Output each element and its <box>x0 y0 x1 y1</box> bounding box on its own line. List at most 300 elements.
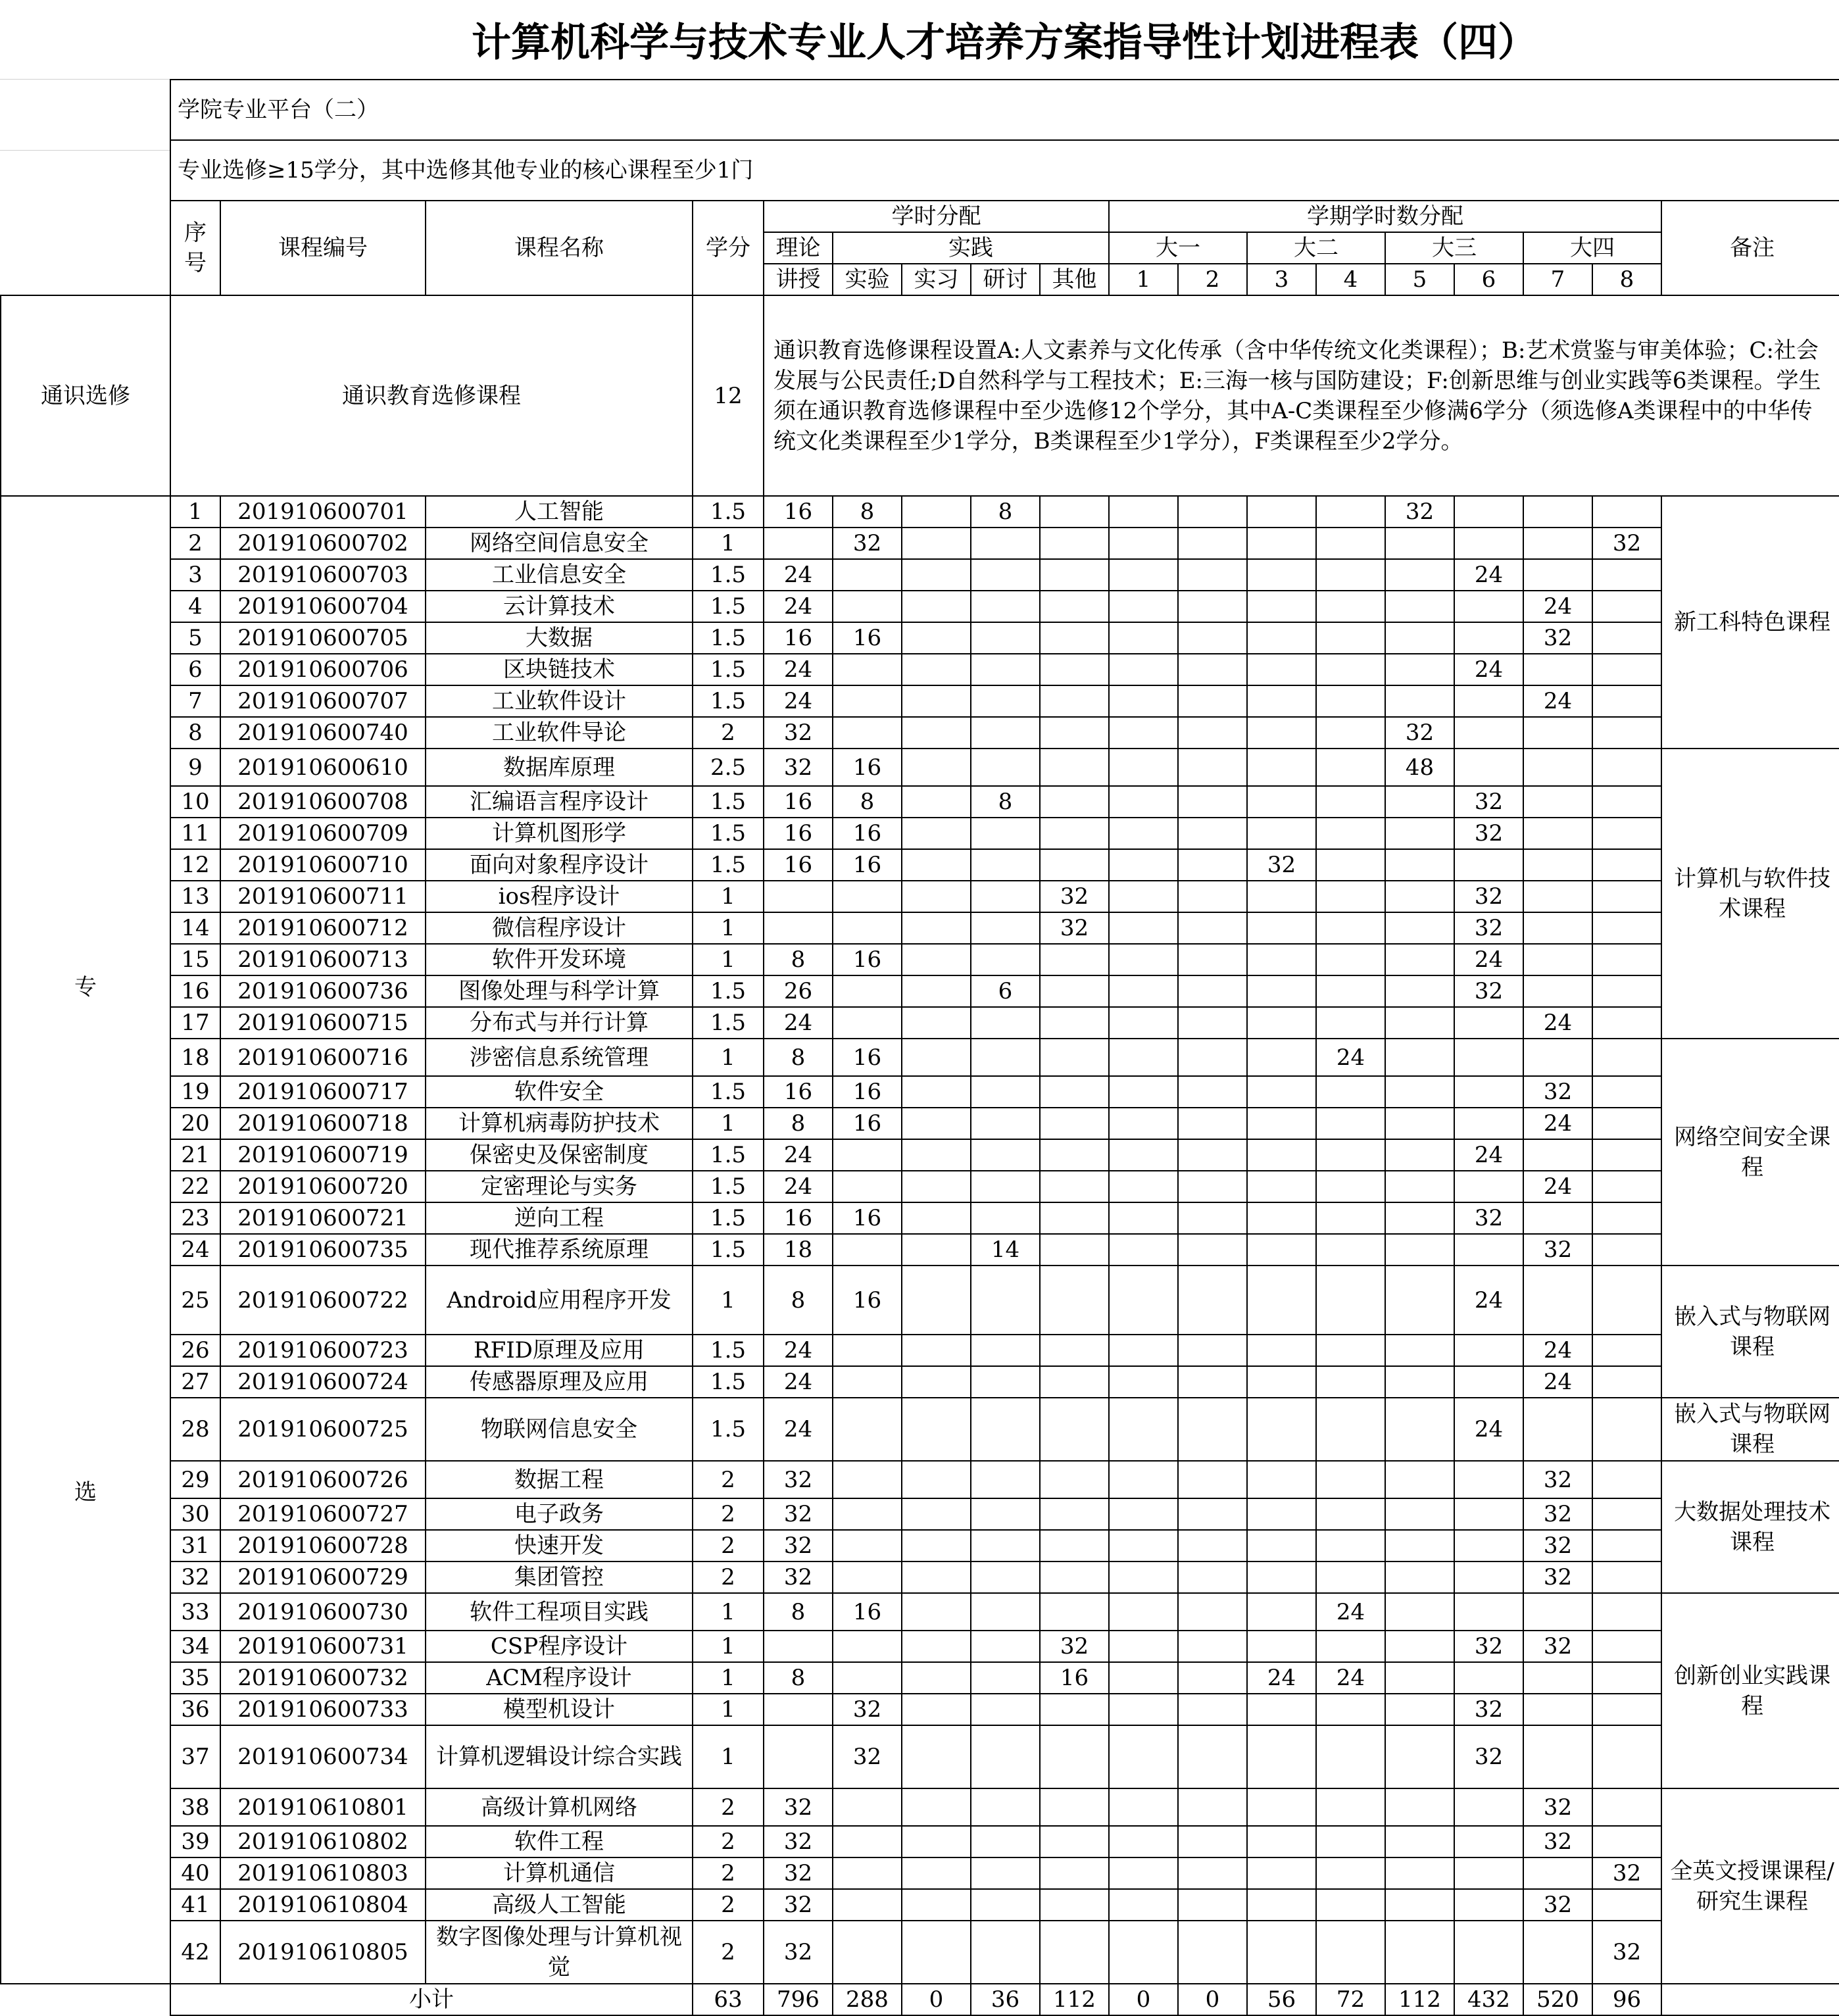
row-s2 <box>1178 975 1247 1007</box>
row-credit: 2 <box>693 1561 764 1593</box>
header-internship: 实习 <box>902 264 971 295</box>
row-internship <box>902 622 971 654</box>
row-s7 <box>1523 881 1592 912</box>
row-s2 <box>1178 1039 1247 1076</box>
row-s3 <box>1247 1039 1316 1076</box>
row-internship <box>902 1076 971 1108</box>
elective-category-bottom: 选 <box>74 1479 97 1506</box>
row-s2 <box>1178 559 1247 591</box>
header-year1: 大一 <box>1109 232 1247 264</box>
row-s3 <box>1247 1366 1316 1398</box>
row-s1 <box>1109 881 1178 912</box>
row-s3 <box>1247 654 1316 685</box>
row-code: 201910600740 <box>220 717 426 749</box>
row-research <box>971 1826 1040 1857</box>
remark-group: 大数据处理技术课程 <box>1661 1461 1839 1593</box>
row-lecture: 24 <box>764 1139 833 1171</box>
row-research <box>971 1593 1040 1631</box>
row-s4 <box>1316 944 1385 975</box>
row-s7 <box>1523 1139 1592 1171</box>
row-s6 <box>1454 1076 1523 1108</box>
row-code: 201910600734 <box>220 1725 426 1788</box>
row-s7 <box>1523 1593 1592 1631</box>
row-seq: 26 <box>170 1335 220 1366</box>
row-s8 <box>1592 1826 1661 1857</box>
row-code: 201910600708 <box>220 786 426 818</box>
table-row <box>1 1921 1839 1984</box>
row-s1 <box>1109 1561 1178 1593</box>
row-name: 区块链技术 <box>426 654 693 685</box>
row-s3 <box>1247 1561 1316 1593</box>
row-s5 <box>1385 786 1454 818</box>
platform-label: 学院专业平台（二） <box>170 80 1839 140</box>
header-credit: 学分 <box>693 201 764 295</box>
row-s6 <box>1454 496 1523 528</box>
row-s3 <box>1247 912 1316 944</box>
row-s6 <box>1454 1593 1523 1631</box>
table-row <box>1 881 1839 912</box>
row-s3 <box>1247 881 1316 912</box>
row-name: 快速开发 <box>426 1530 693 1561</box>
row-seq: 23 <box>170 1202 220 1234</box>
row-name: 软件开发环境 <box>426 944 693 975</box>
row-s2 <box>1178 1857 1247 1889</box>
row-seq: 38 <box>170 1788 220 1826</box>
row-research <box>971 1725 1040 1788</box>
row-code: 201910600710 <box>220 849 426 881</box>
row-code: 201910600704 <box>220 591 426 622</box>
row-code: 201910600725 <box>220 1398 426 1461</box>
table-row <box>1 1593 1839 1631</box>
row-s2 <box>1178 1108 1247 1139</box>
row-s3 <box>1247 1788 1316 1826</box>
row-experiment <box>833 685 902 717</box>
row-s6 <box>1454 1108 1523 1139</box>
row-s8: 32 <box>1592 528 1661 559</box>
table-row <box>1 818 1839 849</box>
row-s4 <box>1316 591 1385 622</box>
row-credit: 2 <box>693 1530 764 1561</box>
row-s6: 24 <box>1454 1266 1523 1335</box>
row-seq: 13 <box>170 881 220 912</box>
row-lecture: 16 <box>764 1202 833 1234</box>
row-seq: 32 <box>170 1561 220 1593</box>
row-code: 201910600705 <box>220 622 426 654</box>
row-name: 数据工程 <box>426 1461 693 1498</box>
row-research <box>971 881 1040 912</box>
row-s5 <box>1385 1889 1454 1921</box>
row-research <box>971 1889 1040 1921</box>
row-name: Android应用程序开发 <box>426 1266 693 1335</box>
table-row <box>1 1171 1839 1202</box>
row-internship <box>902 528 971 559</box>
row-s3 <box>1247 1139 1316 1171</box>
table-row <box>1 1266 1839 1335</box>
row-s7: 24 <box>1523 1335 1592 1366</box>
row-experiment <box>833 1461 902 1498</box>
row-s3 <box>1247 1530 1316 1561</box>
row-s3 <box>1247 786 1316 818</box>
row-s4 <box>1316 1826 1385 1857</box>
row-experiment <box>833 591 902 622</box>
row-code: 201910610802 <box>220 1826 426 1857</box>
row-other <box>1040 1889 1109 1921</box>
subtotal-s2: 0 <box>1178 1984 1247 2015</box>
row-s8 <box>1592 496 1661 528</box>
row-name: 人工智能 <box>426 496 693 528</box>
row-lecture: 32 <box>764 1788 833 1826</box>
row-lecture: 18 <box>764 1234 833 1266</box>
row-seq: 8 <box>170 717 220 749</box>
row-s6: 32 <box>1454 975 1523 1007</box>
row-s5 <box>1385 1202 1454 1234</box>
row-name: 计算机病毒防护技术 <box>426 1108 693 1139</box>
row-lecture <box>764 1694 833 1725</box>
row-s3 <box>1247 818 1316 849</box>
page-title: 计算机科学与技术专业人才培养方案指导性计划进程表（四） <box>472 20 1537 66</box>
row-s8 <box>1592 1366 1661 1398</box>
row-s8 <box>1592 1530 1661 1561</box>
row-s8 <box>1592 944 1661 975</box>
row-internship <box>902 1108 971 1139</box>
row-s1 <box>1109 1266 1178 1335</box>
row-name: 模型机设计 <box>426 1694 693 1725</box>
row-s6 <box>1454 1921 1523 1984</box>
row-other <box>1040 1857 1109 1889</box>
row-experiment <box>833 1007 902 1039</box>
row-experiment: 16 <box>833 1593 902 1631</box>
row-s5 <box>1385 944 1454 975</box>
row-name: 计算机通信 <box>426 1857 693 1889</box>
row-s6: 32 <box>1454 1694 1523 1725</box>
table-row <box>1 1039 1839 1076</box>
row-experiment <box>833 1498 902 1530</box>
row-s4 <box>1316 881 1385 912</box>
row-s2 <box>1178 1662 1247 1694</box>
row-internship <box>902 1007 971 1039</box>
row-credit: 1.5 <box>693 622 764 654</box>
row-seq: 36 <box>170 1694 220 1725</box>
row-s3 <box>1247 1202 1316 1234</box>
row-experiment <box>833 1857 902 1889</box>
row-s7: 32 <box>1523 1826 1592 1857</box>
row-s1 <box>1109 1108 1178 1139</box>
row-s1 <box>1109 496 1178 528</box>
row-seq: 31 <box>170 1530 220 1561</box>
row-experiment: 16 <box>833 1108 902 1139</box>
subtotal-experiment: 288 <box>833 1984 902 2015</box>
row-lecture: 8 <box>764 1108 833 1139</box>
row-s8 <box>1592 1202 1661 1234</box>
row-code: 201910610803 <box>220 1857 426 1889</box>
row-s4 <box>1316 912 1385 944</box>
row-s8 <box>1592 1498 1661 1530</box>
row-s2 <box>1178 1725 1247 1788</box>
row-s2 <box>1178 1366 1247 1398</box>
row-internship <box>902 1662 971 1694</box>
subtotal-s1: 0 <box>1109 1984 1178 2015</box>
subtotal-research: 36 <box>971 1984 1040 2015</box>
row-seq: 30 <box>170 1498 220 1530</box>
row-s1 <box>1109 849 1178 881</box>
table-row <box>1 559 1839 591</box>
row-lecture: 32 <box>764 1530 833 1561</box>
row-s8 <box>1592 1108 1661 1139</box>
row-other <box>1040 975 1109 1007</box>
row-s4 <box>1316 749 1385 786</box>
row-s8 <box>1592 1561 1661 1593</box>
row-experiment <box>833 1335 902 1366</box>
row-experiment <box>833 1631 902 1662</box>
row-other <box>1040 849 1109 881</box>
row-lecture: 32 <box>764 1826 833 1857</box>
row-s2 <box>1178 1631 1247 1662</box>
row-s1 <box>1109 1007 1178 1039</box>
row-internship <box>902 881 971 912</box>
row-experiment <box>833 1662 902 1694</box>
row-credit: 1.5 <box>693 1335 764 1366</box>
row-s8 <box>1592 1694 1661 1725</box>
row-s4 <box>1316 622 1385 654</box>
row-lecture <box>764 912 833 944</box>
row-s2 <box>1178 622 1247 654</box>
row-s5 <box>1385 685 1454 717</box>
row-seq: 39 <box>170 1826 220 1857</box>
row-credit: 1.5 <box>693 1202 764 1234</box>
row-s1 <box>1109 1662 1178 1694</box>
row-internship <box>902 1826 971 1857</box>
row-experiment <box>833 1366 902 1398</box>
row-s1 <box>1109 944 1178 975</box>
row-s7 <box>1523 559 1592 591</box>
row-s5 <box>1385 1921 1454 1984</box>
row-s4 <box>1316 559 1385 591</box>
row-s7: 24 <box>1523 1366 1592 1398</box>
row-s4 <box>1316 1266 1385 1335</box>
row-lecture: 32 <box>764 749 833 786</box>
row-s3 <box>1247 1461 1316 1498</box>
row-s5 <box>1385 1694 1454 1725</box>
row-code: 201910600709 <box>220 818 426 849</box>
row-s2 <box>1178 1266 1247 1335</box>
row-s8 <box>1592 749 1661 786</box>
row-other <box>1040 1530 1109 1561</box>
row-s8 <box>1592 1335 1661 1366</box>
requirement-label: 专业选修≥15学分，其中选修其他专业的核心课程至少1门 <box>170 140 1839 201</box>
row-research <box>971 591 1040 622</box>
row-other <box>1040 1921 1109 1984</box>
row-other <box>1040 1561 1109 1593</box>
row-s1 <box>1109 717 1178 749</box>
table-row <box>1 1889 1839 1921</box>
row-credit: 1.5 <box>693 1076 764 1108</box>
row-internship <box>902 749 971 786</box>
blank-margin <box>1 80 170 140</box>
row-s8: 32 <box>1592 1921 1661 1984</box>
row-name: 保密史及保密制度 <box>426 1139 693 1171</box>
row-credit: 2 <box>693 1889 764 1921</box>
row-s5: 48 <box>1385 749 1454 786</box>
row-other <box>1040 944 1109 975</box>
row-s1 <box>1109 1335 1178 1366</box>
row-seq: 7 <box>170 685 220 717</box>
row-s8 <box>1592 1039 1661 1076</box>
row-code: 201910600702 <box>220 528 426 559</box>
row-seq: 6 <box>170 654 220 685</box>
row-internship <box>902 1461 971 1498</box>
row-s4: 24 <box>1316 1662 1385 1694</box>
subtotal-label: 小计 <box>170 1984 693 2015</box>
row-s8 <box>1592 1234 1661 1266</box>
row-other <box>1040 1266 1109 1335</box>
row-s3 <box>1247 1076 1316 1108</box>
row-s8: 32 <box>1592 1857 1661 1889</box>
subtotal-row <box>1 1984 1839 2015</box>
row-name: CSP程序设计 <box>426 1631 693 1662</box>
row-s3 <box>1247 975 1316 1007</box>
row-name: RFID原理及应用 <box>426 1335 693 1366</box>
row-research <box>971 1076 1040 1108</box>
row-internship <box>902 1561 971 1593</box>
row-s4 <box>1316 1171 1385 1202</box>
row-code: 201910600707 <box>220 685 426 717</box>
row-s4 <box>1316 685 1385 717</box>
general-category: 通识选修 <box>1 295 170 496</box>
row-research <box>971 1461 1040 1498</box>
row-s2 <box>1178 1234 1247 1266</box>
row-internship <box>902 591 971 622</box>
row-other <box>1040 591 1109 622</box>
row-seq: 18 <box>170 1039 220 1076</box>
row-s5 <box>1385 1266 1454 1335</box>
table-row <box>1 685 1839 717</box>
row-code: 201910600718 <box>220 1108 426 1139</box>
row-experiment <box>833 881 902 912</box>
row-s5 <box>1385 1398 1454 1461</box>
row-s3 <box>1247 1725 1316 1788</box>
row-s7 <box>1523 1039 1592 1076</box>
row-other <box>1040 1007 1109 1039</box>
table-row <box>1 1398 1839 1461</box>
row-lecture: 32 <box>764 717 833 749</box>
row-s1 <box>1109 591 1178 622</box>
row-s1 <box>1109 1076 1178 1108</box>
row-s3 <box>1247 944 1316 975</box>
row-s7 <box>1523 1266 1592 1335</box>
row-s6 <box>1454 1857 1523 1889</box>
row-other: 16 <box>1040 1662 1109 1694</box>
row-s5 <box>1385 1234 1454 1266</box>
row-lecture: 26 <box>764 975 833 1007</box>
row-code: 201910600729 <box>220 1561 426 1593</box>
row-internship <box>902 1530 971 1561</box>
row-s1 <box>1109 1631 1178 1662</box>
row-research <box>971 1039 1040 1076</box>
row-lecture: 32 <box>764 1498 833 1530</box>
row-s5 <box>1385 1593 1454 1631</box>
row-other <box>1040 1398 1109 1461</box>
row-seq: 5 <box>170 622 220 654</box>
row-name: 涉密信息系统管理 <box>426 1039 693 1076</box>
row-research <box>971 717 1040 749</box>
row-code: 201910600726 <box>220 1461 426 1498</box>
row-s6 <box>1454 1530 1523 1561</box>
row-lecture: 8 <box>764 1266 833 1335</box>
row-credit: 1.5 <box>693 1171 764 1202</box>
row-credit: 2.5 <box>693 749 764 786</box>
row-credit: 1 <box>693 944 764 975</box>
row-lecture <box>764 528 833 559</box>
row-s1 <box>1109 1530 1178 1561</box>
row-s2 <box>1178 1889 1247 1921</box>
table-row <box>1 849 1839 881</box>
row-experiment <box>833 1171 902 1202</box>
row-credit: 1.5 <box>693 559 764 591</box>
row-s2 <box>1178 685 1247 717</box>
row-s1 <box>1109 975 1178 1007</box>
row-other <box>1040 1461 1109 1498</box>
row-experiment <box>833 1530 902 1561</box>
table-row <box>1 1335 1839 1366</box>
row-s6 <box>1454 1461 1523 1498</box>
row-internship <box>902 1039 971 1076</box>
row-research <box>971 1530 1040 1561</box>
row-credit: 2 <box>693 1921 764 1984</box>
row-s1 <box>1109 1921 1178 1984</box>
row-s8 <box>1592 591 1661 622</box>
row-s2 <box>1178 1171 1247 1202</box>
row-experiment: 16 <box>833 1202 902 1234</box>
row-seq: 3 <box>170 559 220 591</box>
row-other <box>1040 1171 1109 1202</box>
row-credit: 1.5 <box>693 786 764 818</box>
row-seq: 10 <box>170 786 220 818</box>
row-name: 软件安全 <box>426 1076 693 1108</box>
row-code: 201910600712 <box>220 912 426 944</box>
row-s8 <box>1592 1171 1661 1202</box>
row-name: 现代推荐系统原理 <box>426 1234 693 1266</box>
row-s5 <box>1385 1826 1454 1857</box>
subtotal-s7: 520 <box>1523 1984 1592 2015</box>
row-lecture: 16 <box>764 622 833 654</box>
row-s7: 32 <box>1523 1234 1592 1266</box>
table-row <box>1 1498 1839 1530</box>
row-research <box>971 1694 1040 1725</box>
row-s7 <box>1523 786 1592 818</box>
row-credit: 1 <box>693 1631 764 1662</box>
row-name: 定密理论与实务 <box>426 1171 693 1202</box>
row-s8 <box>1592 1398 1661 1461</box>
table-row <box>1 749 1839 786</box>
row-research <box>971 849 1040 881</box>
row-lecture: 24 <box>764 1335 833 1366</box>
row-seq: 25 <box>170 1266 220 1335</box>
row-s6: 32 <box>1454 881 1523 912</box>
row-experiment: 32 <box>833 1725 902 1788</box>
row-experiment <box>833 1788 902 1826</box>
table-row <box>1 1857 1839 1889</box>
row-name: 物联网信息安全 <box>426 1398 693 1461</box>
remark-group: 网络空间安全课程 <box>1661 1039 1839 1266</box>
row-other <box>1040 1202 1109 1234</box>
table-row <box>1 1561 1839 1593</box>
row-s5 <box>1385 881 1454 912</box>
row-s5 <box>1385 654 1454 685</box>
row-s4 <box>1316 1788 1385 1826</box>
row-name: 工业信息安全 <box>426 559 693 591</box>
row-credit: 1.5 <box>693 496 764 528</box>
row-s7: 32 <box>1523 1498 1592 1530</box>
